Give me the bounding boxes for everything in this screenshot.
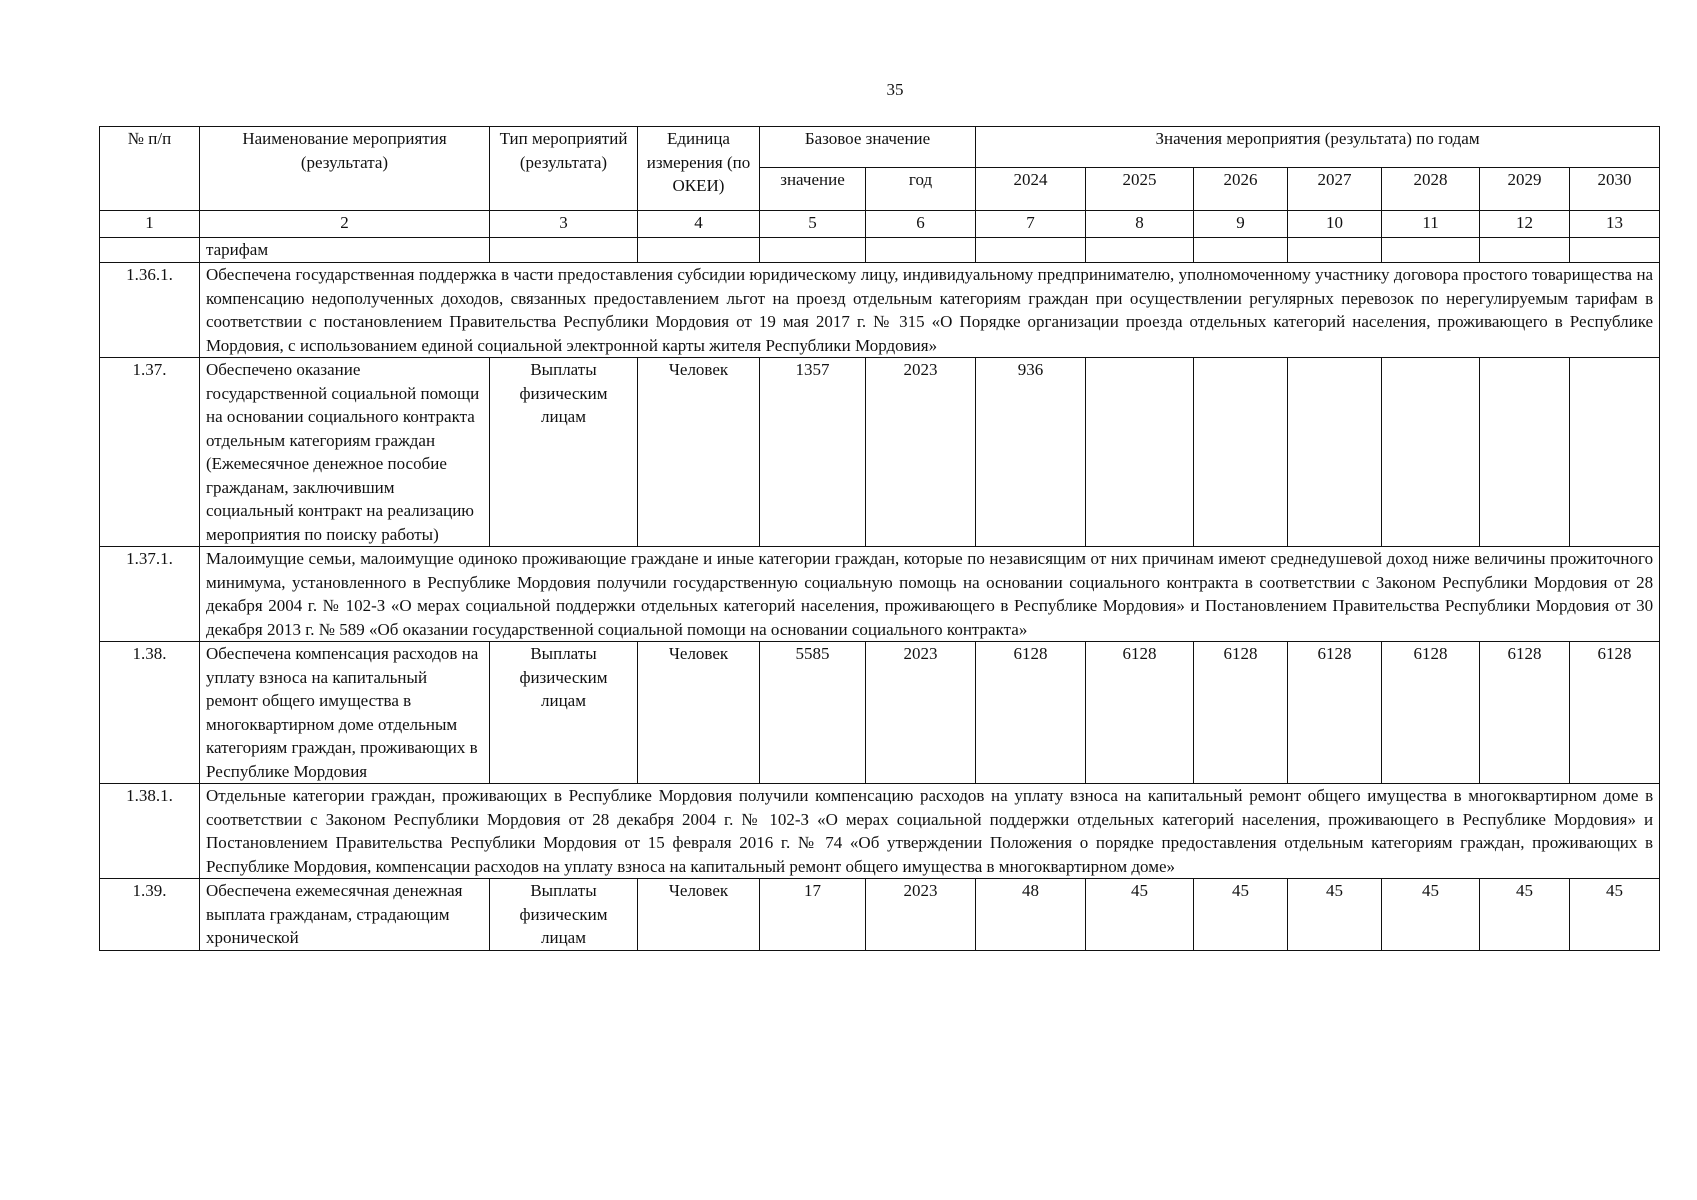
- continued-row: [100, 238, 1660, 263]
- measure-name: Обеспечена ежемесячная денежная выплата гражданам, страдающим хронической: [200, 879, 490, 951]
- base-value: 17: [760, 879, 866, 951]
- column-number: 11: [1382, 211, 1480, 238]
- base-year: 2023: [866, 642, 976, 784]
- result-row: [100, 784, 1660, 879]
- row-number: 1.37.1.: [100, 547, 200, 642]
- cell-empty: [1194, 238, 1288, 263]
- row-number: 1.36.1.: [100, 263, 200, 358]
- column-number: 5: [760, 211, 866, 238]
- measure-row: [100, 358, 1660, 547]
- value-2029: 6128: [1480, 642, 1570, 784]
- measure-row: [100, 879, 1660, 951]
- page-number: 35: [886, 80, 904, 99]
- value-2029: 45: [1480, 879, 1570, 951]
- indicators-table: [99, 126, 1660, 951]
- value-2028: 45: [1382, 879, 1480, 951]
- column-number: 4: [638, 211, 760, 238]
- header-name: Наименование мероприятия (результата): [200, 127, 490, 211]
- column-number: 1: [100, 211, 200, 238]
- cell-empty: [760, 238, 866, 263]
- result-row: [100, 547, 1660, 642]
- header-base-value: значение: [760, 168, 866, 211]
- value-2026: 6128: [1194, 642, 1288, 784]
- header-num: № п/п: [100, 127, 200, 211]
- column-number: 13: [1570, 211, 1660, 238]
- cell-empty: [866, 238, 976, 263]
- result-description: Отдельные категории граждан, проживающих в Республике Мордовия получили компенсацию расходов на уплату взноса на капитальный ремонт общего имущества в многоквартирном доме в соответствии с Законом Республики Мордовия от 28 декабря 2004 г. № 102-З «О мерах социальной поддержки отдельных категорий населения, проживающего в Республике Мордовия» и Постановлением Правительства Республики Мордовия от 15 февраля 2016 г. № 74 «Об утверждении Положения о порядке предоставления отдельным категориям граждан, проживающих в Республике Мордовия, компенсации расходов на уплату взноса на капитальный ремонт общего имущества в многоквартирном доме»: [200, 784, 1660, 879]
- column-number: 7: [976, 211, 1086, 238]
- value-2026: 45: [1194, 879, 1288, 951]
- value-2024: 936: [976, 358, 1086, 547]
- column-number: 9: [1194, 211, 1288, 238]
- measure-name: Обеспечено оказание государственной социальной помощи на основании социального контракта отдельным категориям граждан (Ежемесячное денежное пособие гражданам, заключившим социальный контракт на реализацию мероприятия по поиску работы): [200, 358, 490, 547]
- base-year: 2023: [866, 879, 976, 951]
- measure-row: [100, 642, 1660, 784]
- measure-unit: Человек: [638, 642, 760, 784]
- cell-empty: [100, 238, 200, 263]
- header-base-year: год: [866, 168, 976, 211]
- measure-type: Выплаты физическим лицам: [490, 358, 638, 547]
- row-number: 1.37.: [100, 358, 200, 547]
- cell-empty: [638, 238, 760, 263]
- measure-type: Выплаты физическим лицам: [490, 879, 638, 951]
- value-2027: [1288, 358, 1382, 547]
- cell-empty: [1086, 238, 1194, 263]
- result-description: Обеспечена государственная поддержка в части предоставления субсидии юридическому лицу, индивидуальному предпринимателю, уполномоченному участнику договора простого товарищества на компенсацию недополученных доходов, связанных предоставлением льгот на проезд отдельным категориям граждан при осуществлении регулярных перевозок по нерегулируемым тарифам в соответствии с постановлением Правительства Республики Мордовия от 19 мая 2017 г. № 315 «О Порядке организации проезда отдельных категорий населения, проживающего в Республике Мордовия, с использованием единой социальной электронной карты жителя Республики Мордовия»: [200, 263, 1660, 358]
- continued-text: тарифам: [200, 238, 490, 263]
- header-year-2026: 2026: [1194, 168, 1288, 211]
- header-unit: Единица измерения (по ОКЕИ): [638, 127, 760, 211]
- value-2026: [1194, 358, 1288, 547]
- value-2030: 45: [1570, 879, 1660, 951]
- cell-empty: [976, 238, 1086, 263]
- cell-empty: [1480, 238, 1570, 263]
- base-value: 1357: [760, 358, 866, 547]
- header-row-1: [100, 127, 1660, 168]
- value-2029: [1480, 358, 1570, 547]
- column-number-row: [100, 211, 1660, 238]
- header-base: Базовое значение: [760, 127, 976, 168]
- column-number: 6: [866, 211, 976, 238]
- result-row: [100, 263, 1660, 358]
- header-year-2028: 2028: [1382, 168, 1480, 211]
- measure-unit: Человек: [638, 358, 760, 547]
- value-2025: 45: [1086, 879, 1194, 951]
- measure-name: Обеспечена компенсация расходов на уплату взноса на капитальный ремонт общего имущества в многоквартирном доме отдельным категориям граждан, проживающих в Республике Мордовия: [200, 642, 490, 784]
- measure-type: Выплаты физическим лицам: [490, 642, 638, 784]
- value-2030: 6128: [1570, 642, 1660, 784]
- value-2024: 48: [976, 879, 1086, 951]
- value-2027: 6128: [1288, 642, 1382, 784]
- value-2030: [1570, 358, 1660, 547]
- column-number: 12: [1480, 211, 1570, 238]
- value-2025: 6128: [1086, 642, 1194, 784]
- header-year-2030: 2030: [1570, 168, 1660, 211]
- column-number: 3: [490, 211, 638, 238]
- header-type: Тип мероприятий (результата): [490, 127, 638, 211]
- base-year: 2023: [866, 358, 976, 547]
- column-number: 2: [200, 211, 490, 238]
- row-number: 1.38.: [100, 642, 200, 784]
- header-year-2029: 2029: [1480, 168, 1570, 211]
- value-2028: 6128: [1382, 642, 1480, 784]
- header-year-2027: 2027: [1288, 168, 1382, 211]
- header-year-2025: 2025: [1086, 168, 1194, 211]
- column-number: 10: [1288, 211, 1382, 238]
- cell-empty: [490, 238, 638, 263]
- base-value: 5585: [760, 642, 866, 784]
- header-year-2024: 2024: [976, 168, 1086, 211]
- header-years: Значения мероприятия (результата) по годам: [976, 127, 1660, 168]
- row-number: 1.39.: [100, 879, 200, 951]
- column-number: 8: [1086, 211, 1194, 238]
- row-number: 1.38.1.: [100, 784, 200, 879]
- result-description: Малоимущие семьи, малоимущие одиноко проживающие граждане и иные категории граждан, которые по независящим от них причинам имеют среднедушевой доход ниже величины прожиточного минимума, установленного в Республике Мордовия получили государственную социальную помощь на основании социального контракта в соответствии с Законом Республики Мордовия от 28 декабря 2004 г. № 102-З «О мерах социальной поддержки отдельных категорий населения, проживающего в Республике Мордовия» и Постановлением Правительства Республики Мордовия от 30 декабря 2013 г. № 589 «Об оказании государственной социальной помощи на основании социального контракта»: [200, 547, 1660, 642]
- value-2027: 45: [1288, 879, 1382, 951]
- cell-empty: [1570, 238, 1660, 263]
- cell-empty: [1288, 238, 1382, 263]
- value-2024: 6128: [976, 642, 1086, 784]
- cell-empty: [1382, 238, 1480, 263]
- value-2028: [1382, 358, 1480, 547]
- value-2025: [1086, 358, 1194, 547]
- measure-unit: Человек: [638, 879, 760, 951]
